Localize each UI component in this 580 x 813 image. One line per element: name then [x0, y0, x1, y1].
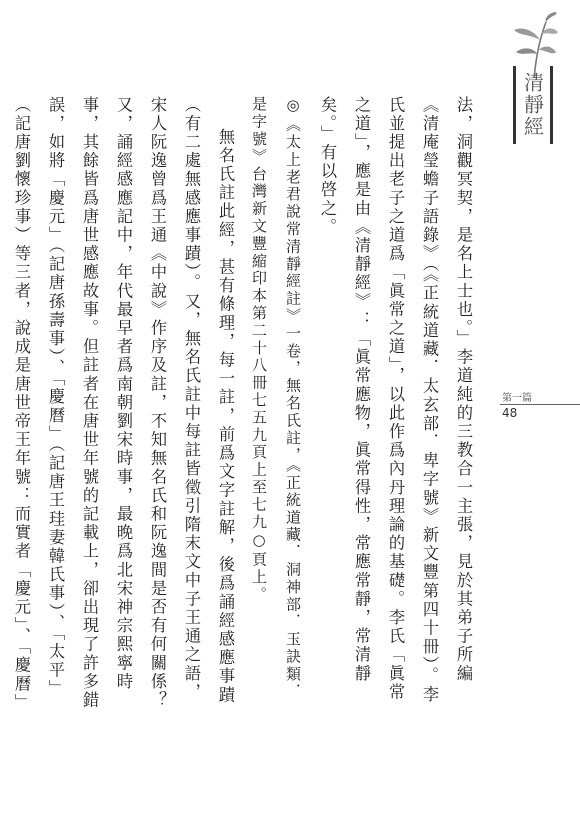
page-marker	[500, 390, 580, 424]
section-label: 第一篇	[502, 393, 532, 404]
page-number: 48	[502, 406, 518, 420]
page-marker-rule	[500, 404, 580, 405]
paragraph-2-bibliography: ◎《太上老君說常清靜經註》一卷，無名氏註，《正統道藏．洞神部．玉訣類．是字號》台灣新文豐縮印本第二十八冊七五九頁上至七九○頁上。	[250, 96, 302, 701]
paragraph-3: 無名氏註此經，甚有條理，每一註，前爲文字註解，後爲誦經感應事蹟（有二處無感應事蹟）。又，無名氏註中每註皆徵引隋末文中子王通之語，宋人阮逸曾爲王通《中說》作序及註，不知無名氏和阮逸間是否有何關係？又，誦經感應記中，年代最早者爲南朝劉宋時事，最晚爲北宋神宗熙寧時事，其餘皆爲唐世感應故事。但註者在唐世年號的記載上，卻出現了許多錯誤，如將「慶元」（記唐孫壽事）、「慶曆」（記唐王珪妻韓氏事）、「太平」（記唐劉懷珍事）等三者，說成是唐世帝王年號：而實者「慶元」、「慶曆」	[12, 96, 235, 710]
chapter-title: 清靜經	[513, 66, 553, 144]
paragraph-1: 法，洞觀冥契，是名上士也。」李道純的三教合一主張，見於其弟子所編《清庵瑩蟾子語錄》（《正統道藏．太玄部．卑字號》新文豐第四十冊）。李氏並提出老子之道爲「眞常之道」，以此作爲內丹理論的基礎。李氏「眞常之道」，應是由《清靜經》：「眞常應物，眞常得性，常應常靜，常清靜矣。」有以啓之。	[318, 96, 473, 705]
body-text	[12, 96, 480, 712]
